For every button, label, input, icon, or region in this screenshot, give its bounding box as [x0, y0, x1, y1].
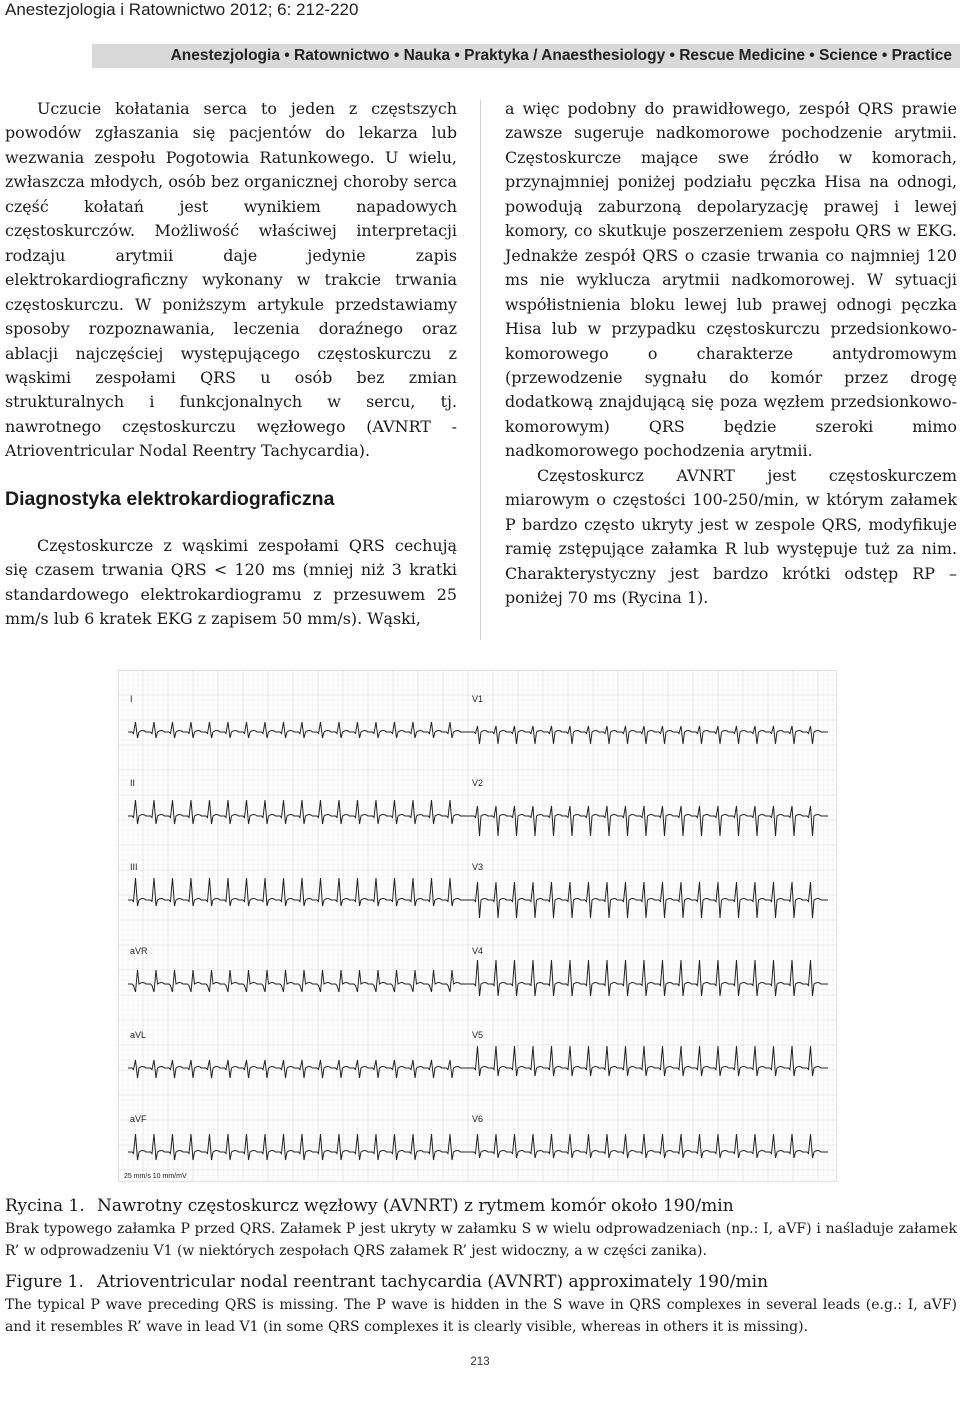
right-paragraph-continued: a więc podobny do prawidłowego, zespół QRS prawie zawsze sugeruje nadkomorowe pochodzenie arytmii. Częstoskurcze mające swe źródło w komorach, przynajmniej poniżej podziału pęczka Hisa na odnogi, powodują zaburzoną depolaryzację prawej i lewej komory, co skutkuje poszerzeniem zespołu QRS w EKG. Jednakże zespół QRS o czasie trwania co najmniej 120 ms nie wyklucza arytmii nadkomorowej. W sytuacji współistnienia bloku lewej lub prawej odnogi pęczka Hisa lub w przypadku częstoskurczu przedsionkowo-komorowego o charakterze antydromowym (przewodzenie sygnału do komór przez drogę dodatkową znajdującą się poza węzłem przedsionkowo-komorowym) QRS będzie szeroki mimo nadkomorowego pochodzenia arytmii. — [505, 99, 957, 461]
right-column — [505, 97, 957, 611]
ecg-lead-label: V5 — [472, 1030, 484, 1040]
ecg-grid — [118, 670, 837, 1182]
ecg-trace — [128, 970, 470, 992]
ecg-trace — [128, 1134, 470, 1160]
caption-pl-title — [5, 1195, 734, 1217]
left-paragraph-intro: Uczucie kołatania serca to jeden z częstszych powodów zgłaszania się pacjentów do lekarza lub wezwania zespołu Pogotowia Ratunkowego. U wielu, zwłaszcza młodych, osób bez organicznej choroby serca część kołatań jest wynikiem napadowych częstoskurczów. Możliwość właściwej interpretacji rodzaju arytmii daje jedynie zapis elektrokardiograficzny wykonany w trakcie trwania częstoskurczu. W poniższym artykule przedstawiamy sposoby rozpoznawania, leczenia doraźnego oraz ablacji najczęściej występującego częstoskurczu z wąskimi zespołami QRS u osób bez zmian strukturalnych i funkcjonalnych w sercu, tj. nawrotnego częstoskurczu węzłowego (AVNRT - Atrioventricular Nodal Reentry Tachycardia). — [5, 99, 457, 461]
left-column — [5, 97, 457, 632]
caption-pl-title-text: Nawrotny częstoskurcz węzłowy (AVNRT) z rytmem komór około 190/min — [97, 1196, 734, 1216]
left-paragraph-diagnostics: Częstoskurcze z wąskimi zespołami QRS cechują się czasem trwania QRS < 120 ms (mniej niż 3 kratki standardowego elektrokardiogramu z przesuwem 25 mm/s lub 6 kratek EKG z zapisem 50 mm/s). Wąski, — [5, 535, 457, 629]
ecg-lead-label: V6 — [472, 1114, 484, 1124]
ecg-trace — [128, 878, 470, 906]
ecg-lead-label: V3 — [472, 862, 484, 872]
caption-en-title — [5, 1271, 768, 1293]
ecg-trace — [470, 960, 828, 996]
caption-en-body: The typical P wave preceding QRS is missing. The P wave is hidden in the S wave in QRS complexes in several leads (e.g.: I, aVF) and it resembles R’ wave in lead V1 (in some QRS complexes it is clearly visible, whereas in others it is missing). — [5, 1297, 957, 1335]
ecg-footer-speed: 25 mm/s 10 mm/mV — [124, 1173, 187, 1180]
right-paragraph-avnrt: Częstoskurcz AVNRT jest częstoskurczem miarowym o częstości 100-250/min, w którym załamek P bardzo często ukryty jest w zespole QRS, modyfikuje ramię zstępujące załamka R lub występuje tuż za nim. Charakterystyczny jest bardzo krótki odstęp RP – poniżej 70 ms (Rycina 1). — [505, 465, 957, 608]
ecg-lead-label: aVR — [130, 946, 148, 956]
ecg-trace — [470, 1134, 828, 1158]
ecg-lead-label: II — [130, 778, 136, 788]
column-divider — [480, 100, 481, 640]
journal-reference: Anestezjologia i Ratownictwo 2012; 6: 212-220 — [5, 0, 359, 19]
ecg-figure — [118, 670, 837, 1182]
caption-pl-body: Brak typowego załamka P przed QRS. Załamek P jest ukryty w załamku S w wielu odprowadzeniach (np.: I, aVF) i naśladuje załamek R’ w odprowadzeniu V1 (w niektórych zespołach QRS załamek R’ jest widoczny, a w części zanika). — [5, 1221, 957, 1259]
ecg-trace — [470, 806, 828, 836]
ecg-lead-label: III — [130, 862, 138, 872]
ecg-trace — [470, 1046, 828, 1076]
caption-en-title-text: Atrioventricular nodal reentrant tachycardia (AVNRT) approximately 190/min — [97, 1272, 769, 1292]
ecg-lead-label: I — [130, 694, 133, 704]
ecg-lead-label: V4 — [472, 946, 484, 956]
section-heading: Diagnostyka elektrokardiograficzna — [5, 487, 335, 510]
caption-pl-number: Rycina 1. — [5, 1196, 85, 1216]
journal-header-band: Anestezjologia • Ratownictwo • Nauka • Praktyka / Anaesthesiology • Rescue Medicine • Science • Practice — [92, 44, 960, 68]
ecg-lead-label: aVL — [130, 1030, 147, 1040]
ecg-tracing — [118, 670, 837, 1182]
ecg-trace — [128, 800, 470, 824]
ecg-lead-label: aVF — [130, 1114, 147, 1124]
caption-en-number: Figure 1. — [5, 1272, 84, 1292]
ecg-lead-label: V2 — [472, 778, 484, 788]
page-number: 213 — [470, 1356, 490, 1368]
ecg-trace — [128, 1060, 470, 1078]
ecg-lead-label: V1 — [472, 694, 484, 704]
